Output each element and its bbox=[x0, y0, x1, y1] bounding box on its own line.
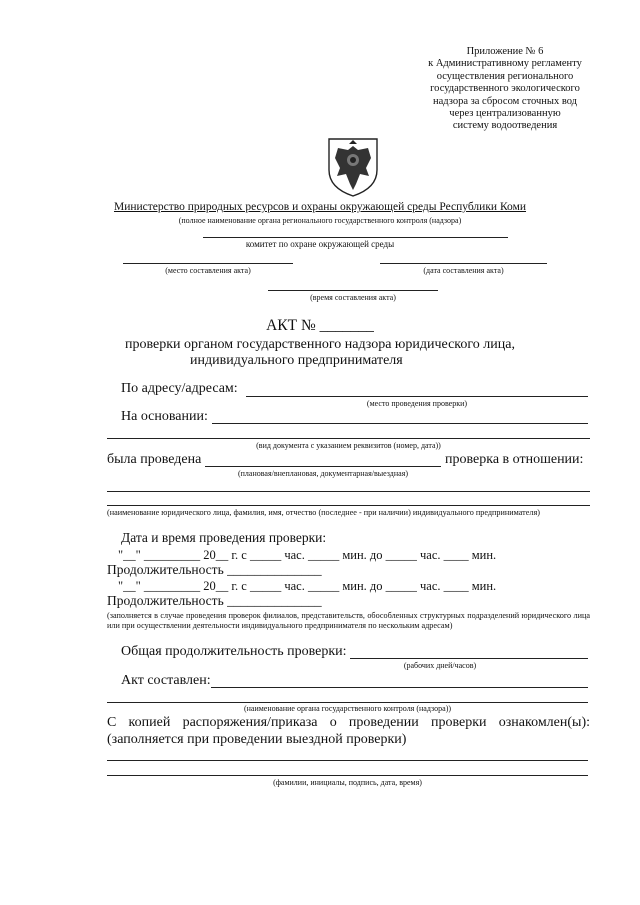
branches-note: (заполняется в случае проведения проверок филиалов, представительств, обособленных структурных подразделений юридического лица или при осуществлении деятельности индивидуального предпринимателя по нескольким адресам) bbox=[107, 611, 590, 630]
inspection-place-caption: (место проведения проверки) bbox=[366, 399, 468, 408]
organization-name: Министерство природных ресурсов и охраны окружающей среды Республики Коми bbox=[113, 201, 527, 213]
signature-caption: (фамилии, инициалы, подпись, дата, время) bbox=[273, 778, 422, 787]
date-row: "__" _________ 20__ г. с _____ час. _____ мин. до _____ час. ____ мин. bbox=[118, 548, 497, 562]
duration-label: Продолжительность ______________ bbox=[107, 562, 322, 577]
work-days-caption: (рабочих дней/часов) bbox=[403, 661, 477, 670]
act-title: АКТ № _______ bbox=[266, 317, 374, 334]
place-caption: (место составления акта) bbox=[165, 266, 251, 275]
control-body-caption: (наименование органа государственного контроля (надзора)) bbox=[243, 704, 452, 713]
act-subtitle: проверки органом государственного надзора юридического лица, bbox=[125, 337, 515, 352]
compiled-label: Акт составлен: bbox=[121, 673, 211, 688]
appendix-line: систему водоотведения bbox=[452, 120, 558, 132]
appendix-line: к Административному регламенту bbox=[428, 58, 582, 70]
date-caption: (дата составления акта) bbox=[423, 266, 504, 275]
basis-line bbox=[212, 423, 588, 424]
entity-caption: (наименование юридического лица, фамилия, имя, отчество (последнее - при наличии) индивидуального предпринимателя) bbox=[107, 508, 540, 517]
appendix-line: Приложение № 6 bbox=[466, 46, 544, 57]
appendix-line: государственного экологического bbox=[430, 83, 580, 95]
datetime-label: Дата и время проведения проверки: bbox=[121, 530, 327, 545]
basis-label: На основании: bbox=[121, 409, 208, 424]
total-duration-label: Общая продолжительность проверки: bbox=[121, 644, 347, 659]
basis-line-2 bbox=[107, 438, 590, 439]
place-line bbox=[123, 263, 293, 264]
appendix-line: через централизованную bbox=[449, 108, 561, 120]
coat-of-arms-emblem bbox=[326, 136, 380, 198]
appendix-line: осуществления регионального bbox=[436, 70, 574, 82]
compiled-line bbox=[211, 687, 588, 688]
act-subtitle: индивидуального предпринимателя bbox=[190, 353, 403, 368]
total-duration-line bbox=[350, 658, 588, 659]
compiled-line-2 bbox=[107, 702, 588, 703]
organization-caption: (полное наименование органа регионального государственного контроля (надзора) bbox=[178, 216, 462, 225]
entity-line bbox=[107, 491, 590, 492]
inspection-kind-caption: (плановая/внеплановая, документарная/выездная) bbox=[237, 469, 409, 478]
appendix-header bbox=[410, 46, 600, 133]
blank-line bbox=[203, 237, 508, 238]
address-line bbox=[246, 396, 588, 397]
entity-line-2 bbox=[107, 505, 590, 506]
address-label: По адресу/адресам: bbox=[121, 381, 238, 396]
committee-name: комитет по охране окружающей среды bbox=[245, 239, 395, 249]
time-caption: (время составления акта) bbox=[310, 293, 396, 302]
date-line bbox=[380, 263, 547, 264]
regarding-label: проверка в отношении: bbox=[445, 452, 584, 467]
doc-type-caption: (вид документа с указанием реквизитов (номер, дата)) bbox=[256, 441, 441, 450]
kind-line bbox=[205, 466, 441, 467]
familiar-note: (заполняется при проведении выездной проверки) bbox=[107, 732, 407, 747]
signature-line-2 bbox=[107, 775, 588, 776]
duration-label: Продолжительность ______________ bbox=[107, 593, 322, 608]
conducted-label: была проведена bbox=[107, 452, 202, 467]
familiar-label: С копией распоряжения/приказа о проведении проверки ознакомлен(ы): bbox=[107, 715, 590, 730]
signature-line bbox=[107, 760, 588, 761]
date-row: "__" _________ 20__ г. с _____ час. _____ мин. до _____ час. ____ мин. bbox=[118, 579, 497, 593]
time-line bbox=[268, 290, 438, 291]
appendix-line: надзора за сбросом сточных вод bbox=[432, 95, 578, 107]
